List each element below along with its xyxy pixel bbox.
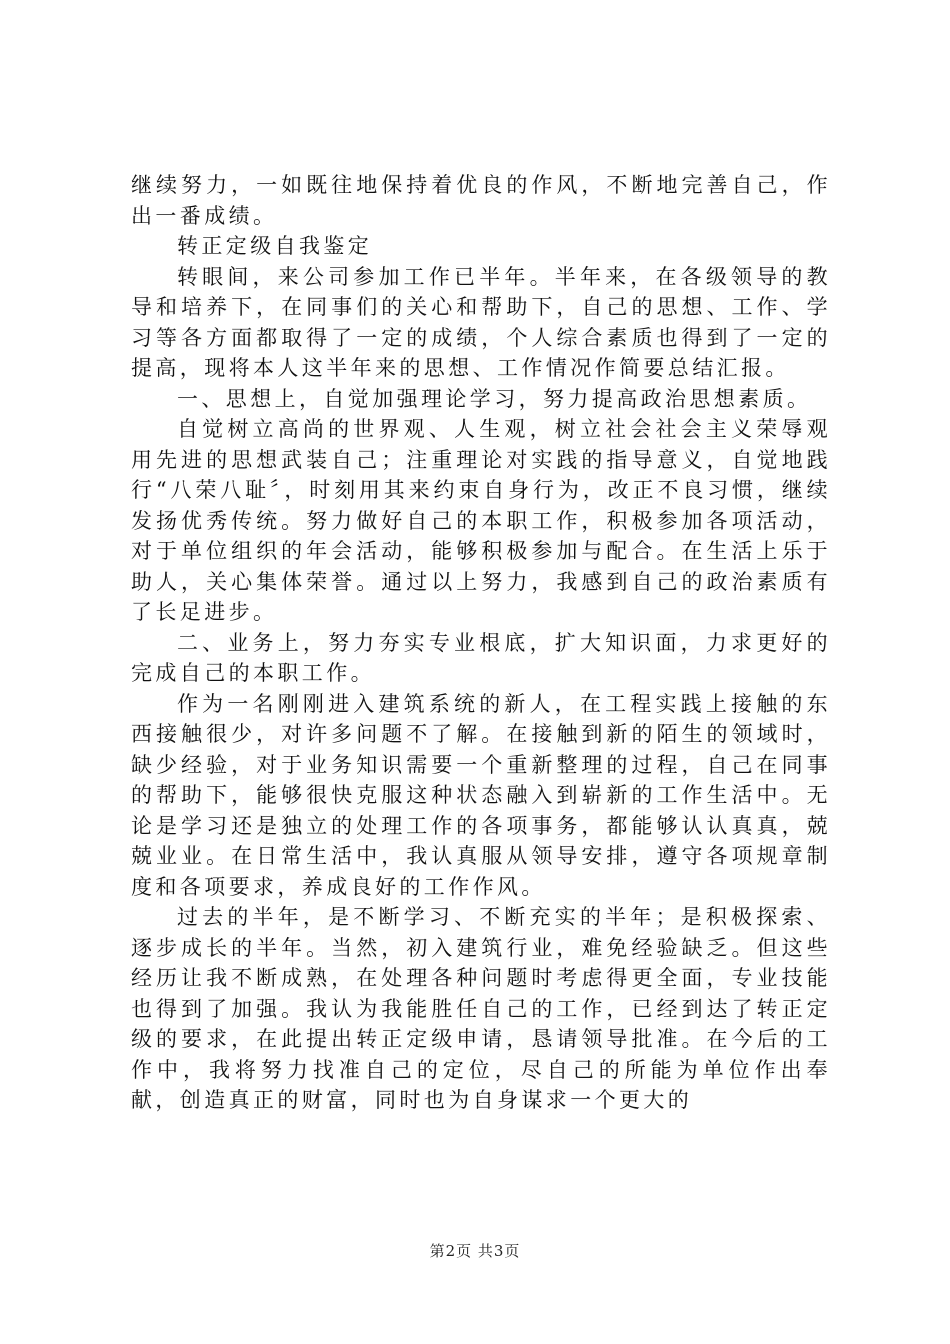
page-number-footer: 第2页 共3页 [429, 1242, 521, 1260]
paragraph-continuation: 继续努力，一如既往地保持着优良的作风，不断地完善自己，作出一番成绩。 [131, 173, 831, 228]
document-body [131, 170, 831, 1116]
paragraph-intro: 转眼间，来公司参加工作已半年。半年来，在各级领导的教导和培养下，在同事们的关心和帮助下，自己的思想、工作、学习等各方面都取得了一定的成绩，个人综合素质也得到了一定的提高，现将本人这半年来的思想、工作情况作简要总结汇报。 [131, 264, 831, 380]
paragraph-business: 作为一名刚刚进入建筑系统的新人，在工程实践上接触的东西接触很少，对许多问题不了解。在接触到新的陌生的领域时，缺少经验，对于业务知识需要一个重新整理的过程，自己在同事的帮助下，能够很快克服这种状态融入到崭新的工作生活中。无论是学习还是独立的处理工作的各项事务，都能够认认真真，兢兢业业。在日常生活中，我认真服从领导安排，遵守各项规章制度和各项要求，养成良好的工作作风。 [131, 691, 831, 899]
heading-business: 二、业务上，努力夯实专业根底，扩大知识面，力求更好的完成自己的本职工作。 [131, 630, 831, 685]
paragraph-thought: 自觉树立高尚的世界观、人生观，树立社会社会主义荣辱观用先进的思想武装自己；注重理论对实践的指导意义，自觉地践行“八荣八耻〞，时刻用其来约束自身行为，改正不良习惯，继续发扬优秀传统。努力做好自己的本职工作，积极参加各项活动，对于单位组织的年会活动，能够积极参加与配合。在生活上乐于助人，关心集体荣誉。通过以上努力，我感到自己的政治素质有了长足进步。 [131, 417, 831, 624]
heading-thought: 一、思想上，自觉加强理论学习，努力提高政治思想素质。 [177, 386, 812, 411]
section-title: 转正定级自我鉴定 [177, 234, 373, 258]
paragraph-summary: 过去的半年，是不断学习、不断充实的半年；是积极探索、逐步成长的半年。当然，初入建筑行业，难免经验缺乏。但这些经历让我不断成熟，在处理各种问题时考虑得更全面，专业技能也得到了加强。我认为我能胜任自己的工作，已经到达了转正定级的要求，在此提出转正定级申请，恳请领导批准。在今后的工作中，我将努力找准自己的定位，尽自己的所能为单位作出奉献，创造真正的财富，同时也为自身谋求一个更大的 [131, 905, 831, 1112]
